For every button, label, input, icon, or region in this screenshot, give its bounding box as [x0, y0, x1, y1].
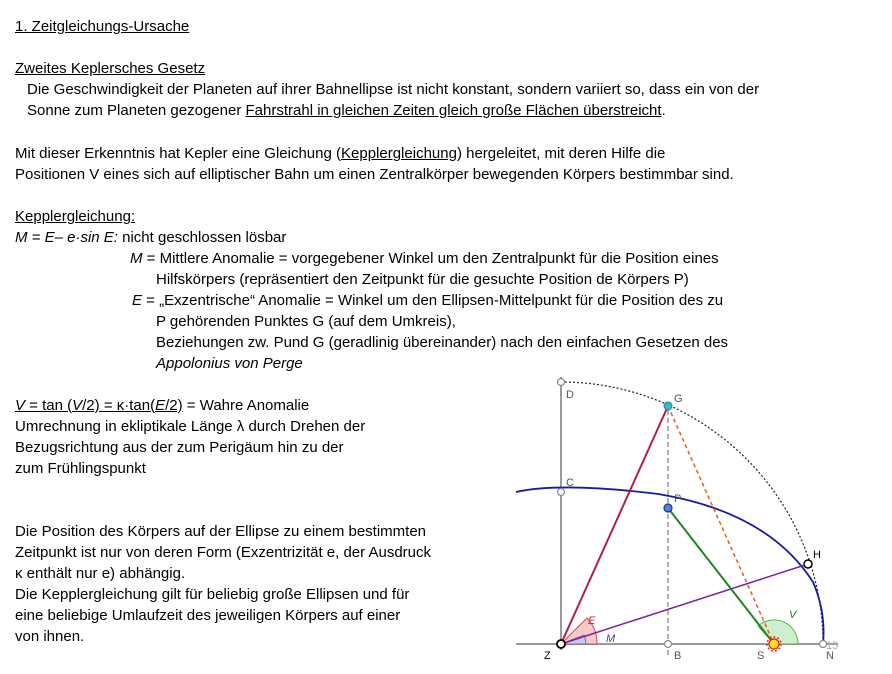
- angle-label-v: V: [789, 609, 797, 621]
- point-g: [664, 402, 672, 410]
- e-def-text: = „Exzentrische“ Anomalie = Winkel um den Ellipsen-Mittelpunkt für die Position des zu: [142, 292, 724, 309]
- intro-line1: [15, 144, 665, 164]
- m-definition: [130, 249, 719, 269]
- kepler-law-title: Zweites Keplersches Gesetz: [15, 60, 206, 77]
- v-symbol-2: V: [72, 397, 83, 414]
- conclusion-line1: Die Position des Körpers auf der Ellipse zu einem bestimmten: [15, 523, 427, 540]
- point-b: [665, 641, 672, 648]
- page-number: 15: [826, 640, 839, 652]
- intro-line2: Positionen V eines sich auf elliptischer Bahn um einen Zentralkörper bewegenden Körpers bestimmbar sind.: [15, 166, 734, 183]
- v-symbol: V: [15, 397, 26, 414]
- label-z: Z: [544, 650, 551, 662]
- formula-part: = tan (: [25, 397, 73, 414]
- conclusion-line6: von ihnen.: [15, 628, 85, 645]
- angle-label-m: M: [606, 633, 616, 645]
- kepler-law-emphasis: Fahrstrahl in gleichen Zeiten gleich große Flächen überstreicht: [245, 102, 662, 119]
- true-anomaly-line4: zum Frühlingspunkt: [15, 460, 146, 477]
- equation-title: Kepplergleichung:: [15, 208, 136, 225]
- kepler-law-line2: [27, 101, 666, 121]
- formula-underlined: [15, 397, 183, 414]
- e-definition-cont2: Beziehungen zw. Pund G (geradlinig übereinander) nach den einfachen Gesetzen des: [156, 334, 729, 351]
- label-s: S: [757, 650, 765, 662]
- point-p: [664, 504, 672, 512]
- point-c: [558, 489, 565, 496]
- formula-end: /2): [165, 397, 183, 414]
- m-symbol: M: [130, 250, 143, 267]
- point-h: [804, 560, 812, 568]
- label-n: N: [826, 650, 834, 662]
- conclusion-line3: κ enthält nur e) abhängig.: [15, 565, 186, 582]
- formula-text: M = E– e·sin E:: [15, 229, 118, 246]
- true-anomaly-line2: Umrechnung in ekliptikale Länge λ durch Drehen der: [15, 418, 366, 435]
- intro-line1-post: ) hergeleitet, mit deren Hilfe die: [456, 145, 666, 162]
- intro-keyword: Kepplergleichung: [341, 145, 457, 162]
- kepler-anomaly-diagram: [508, 372, 848, 667]
- label-c: C: [566, 477, 574, 489]
- m-def-text: = Mittlere Anomalie = vorgegebener Winkel um den Zentralpunkt für die Position eines: [142, 250, 719, 267]
- formula-part-2: /2) = κ·tan(: [82, 397, 156, 414]
- e-definition: [132, 291, 723, 311]
- e-definition-cont3: Appolonius von Perge: [156, 355, 303, 372]
- label-p: P: [674, 493, 682, 505]
- formula-note: nicht geschlossen lösbar: [117, 229, 287, 246]
- equation-formula: [15, 228, 286, 248]
- intro-line1-pre: Mit dieser Erkenntnis hat Kepler eine Gleichung (: [15, 145, 342, 162]
- line-g-s: [668, 406, 774, 644]
- page-heading: 1. Zeitgleichungs-Ursache: [15, 18, 190, 35]
- conclusion-line2: Zeitpunkt ist nur von deren Form (Exzentrizität e, der Ausdruck: [15, 544, 432, 561]
- label-h: H: [813, 549, 821, 561]
- true-anomaly-formula: [15, 396, 309, 416]
- label-b: B: [674, 650, 682, 662]
- e-symbol: E: [132, 292, 143, 309]
- e-definition-cont1: P gehörenden Punktes G (auf dem Umkreis),: [156, 313, 456, 330]
- true-anomaly-line3: Bezugsrichtung aus der zum Perigäum hin zu der: [15, 439, 344, 456]
- kepler-law-line2-post: .: [661, 102, 666, 119]
- kepler-law-line1: Die Geschwindigkeit der Planeten auf ihrer Bahnellipse ist nicht konstant, sondern variiert so, dass ein von der: [27, 81, 760, 98]
- angle-label-e: E: [588, 615, 596, 627]
- kepler-law-line2-pre: Sonne zum Planeten gezogener: [27, 102, 246, 119]
- m-definition-cont: Hilfskörpers (repräsentiert den Zeitpunkt für die gesuchte Position de Körpers P): [156, 271, 689, 288]
- e-symbol-2: E: [155, 397, 166, 414]
- conclusion-line5: eine beliebige Umlaufzeit des jeweiligen Körpers auf einer: [15, 607, 401, 624]
- point-d: [558, 379, 565, 386]
- point-z: [557, 640, 565, 648]
- label-d: D: [566, 389, 574, 401]
- circumcircle: [561, 382, 823, 644]
- label-g: G: [674, 393, 683, 405]
- conclusion-line4: Die Kepplergleichung gilt für beliebig große Ellipsen und für: [15, 586, 410, 603]
- line-z-g: [561, 406, 668, 644]
- true-anomaly-note: = Wahre Anomalie: [182, 397, 310, 414]
